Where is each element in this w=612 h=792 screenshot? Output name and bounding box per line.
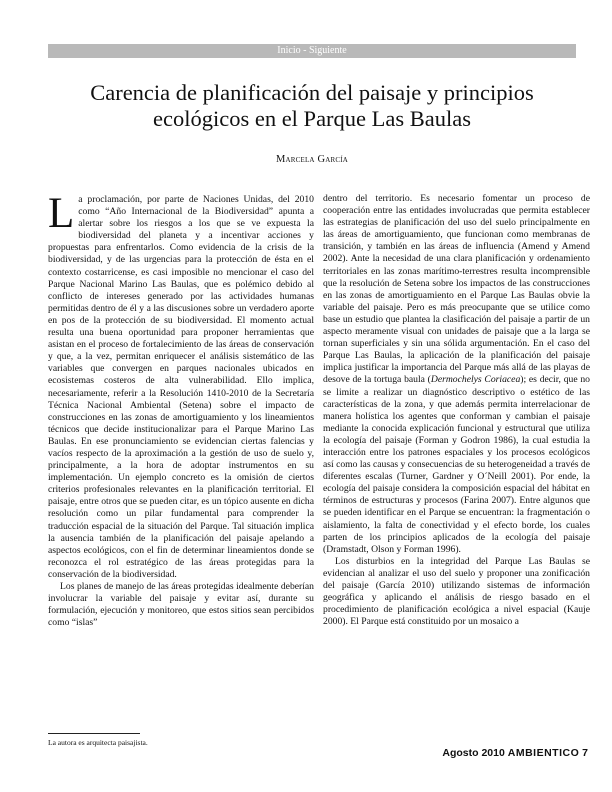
left-paragraph-1	[48, 190, 314, 581]
article-title	[48, 80, 576, 132]
nav-link-siguiente[interactable]: Siguiente	[308, 45, 347, 56]
right-column	[323, 193, 590, 628]
species-name: Dermochelys Coriacea	[430, 374, 521, 386]
left-paragraph-2: Los planes de manejo de las áreas protegidas idealmente deberían involucrar la variable del paisaje y evitar así, durante su formulación, ejecución y monitoreo, que estos sitios sean percibidos como “islas”	[48, 581, 314, 629]
nav-link-inicio[interactable]: Inicio	[277, 45, 301, 56]
footnote: La autora es arquitecta paisajista.	[48, 738, 148, 747]
magazine-name: AMBIENTICO	[507, 747, 580, 759]
nav-separator: -	[300, 45, 309, 56]
top-nav-bar	[48, 44, 576, 58]
left-column	[48, 190, 314, 629]
right-paragraph-1-text-b: ); es decir, que no se limite a realizar un diagnóstico descriptivo o estético de las características de la zona, y que además permita interrelacionar de manera holística los agentes que conforman y cambian el paisaje mediante la conocida explicación funcional y estructural que utiliza la ecología del paisaje (Forman y Godron 1986), la cual estudia la interacción entre los patrones espaciales y los procesos ecológicos así como las causas y consecuencias de su heterogeneidad a través de diferentes escalas (Turner, Gardner y O´Neill 2001). Por ende, la ecología del paisaje considera la composición espacial del hábitat en términos de estructuras y procesos (Farina 2007). Entre algunos que se pueden identificar en el Parque se encuentran: la fragmentación o aislamiento, la falta de conectividad y el efecto borde, los cuales parten de los principios aplicados de la ecología del paisaje (Dramstadt, Olson y Forman 1996).	[323, 374, 590, 555]
article-title-line-1: Carencia de planificación del paisaje y principios	[90, 80, 534, 105]
footnote-rule	[48, 733, 140, 734]
page-footer	[442, 747, 588, 759]
right-paragraph-2: Los disturbios en la integridad del Parque Las Baulas se evidencian al analizar el uso del suelo y proponer una zonificación del paisaje (García 2010) utilizando sistemas de información geográfica y aplicando el análisis de riesgo basado en el procedimiento de planificación ecológica a nivel espacial (Kauje 2000). El Parque está constituido por un mosaico a	[323, 555, 590, 628]
drop-cap: L	[48, 190, 75, 237]
page-number: 7	[582, 747, 588, 759]
right-paragraph-1	[323, 193, 590, 556]
article-title-line-2: ecológicos en el Parque Las Baulas	[152, 106, 472, 131]
author-name: Marcela García	[275, 154, 349, 165]
left-paragraph-1-text: a proclamación, por parte de Naciones Unidas, del 2010 como “Año Internacional de la Biodiversidad” apunta a alertar sobre los riesgos a los que se ve expuesta la biodiversidad del planeta y a incentivar acciones y propuestas para enfrentarlos. Como evidencia de la crisis de la biodiversidad, y de las urgencias para la protección de ésta en el contexto costarricense, es casi imposible no mencionar el caso del Parque Nacional Marino Las Baulas, que es polémico debido al conflicto de intereses generado por las actividades humanas permitidas dentro de él y a las discusiones sobre un verdadero aporte en pos de la protección de su biodiversidad. El momento actual resulta una buena oportunidad para proponer herramientas que asistan en el proceso de fortalecimiento de las áreas de conservación y que, a la vez, permitan enriquecer el análisis sistemático de las variables que convergen en parques nacionales ubicados en ecosistemas costeros de alta vulnerabilidad. Ello implica, necesariamente, referir a la Resolución 1410-2010 de la Secretaría Técnica Nacional Ambiental (Setena) sobre el impacto de construcciones en las zonas de amortiguamiento y los lineamientos técnicos que decide institucionalizar para el Parque Marino Las Baulas. En ese pronunciamiento se evidencian ciertas falencias y vacíos respecto de la aproximación a la gestión de uso de suelo y, principalmente, a la hora de adoptar instrumentos en su implementación. Un ejemplo concreto es la omisión de ciertos criterios profesionales relevantes en la planificación territorial. El paisaje, entre otros que se pueden citar, es un tópico ausente en dicha resolución como un pilar fundamental para comprender la traducción espacial de la situación del Parque. Tal situación implica la ausencia también de la planificación del paisaje apelando a aspectos ecológicos, con el fin de determinar lineamientos donde se reconozca el rol estratégico de las áreas protegidas para la conservación de la biodiversidad.	[48, 194, 314, 580]
right-paragraph-1-text-a: dentro del territorio. Es necesario fomentar un proceso de cooperación entre las entidades involucradas que permita establecer las estrategias de planificación del uso del suelo principalmente en las áreas de amortiguamiento, que funcionan como membranas de transición, y también en las áreas de influencia (Amend y Amend 2002). Ante la necesidad de una clara planificación y ordenamiento territoriales en las zonas marítimo-terrestres resulta incomprensible que la resolución de Setena sobre los impactos de las construcciones en las zonas de amortiguamiento en el Parque Las Baulas obvie la variable del paisaje. Pero es más preocupante que se utilice como base un estudio que plantea la clasificación del paisaje a partir de un aspecto meramente visual con unidades de paisaje que a la larga se tornan superficiales y sin una sólida argumentación. En el caso del Parque Las Baulas, la aplicación de la planificación del paisaje implica justificar la importancia del Parque más allá de las playas de desove de la tortuga baula (	[323, 193, 590, 386]
issue-date: Agosto 2010	[442, 747, 505, 759]
